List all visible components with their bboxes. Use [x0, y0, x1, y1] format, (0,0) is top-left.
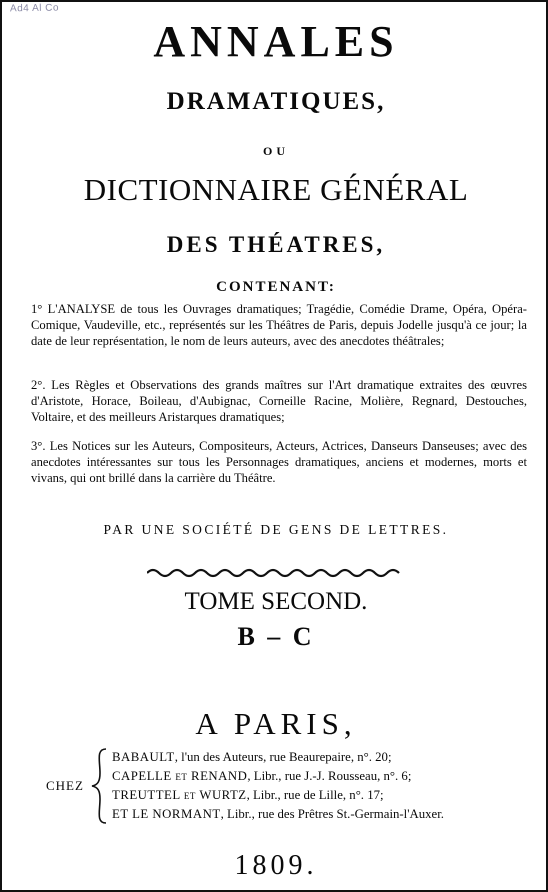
brace-mark — [90, 747, 108, 825]
library-stamp: Ad4 Al Co — [9, 2, 60, 15]
contenant-heading: CONTENANT: — [216, 279, 336, 295]
contents-item-1: 1° L'ANALYSE de tous les Ouvrages dramatiques; Tragédie, Comédie Drame, Opéra, Opéra-Comique, Vaudeville, etc., représentés sur les Théâtres de Paris, depuis Jodelle jusqu'à ce jour; la date de leur représentation, le nom de leurs auteurs, avec des anecdotes théâtrales; — [31, 302, 527, 348]
publisher-line: TREUTTEL et WURTZ, Libr., rue de Lille, n°. 17; — [112, 788, 384, 802]
chez-label: CHEZ — [46, 778, 84, 793]
publishers-list — [112, 748, 444, 824]
volume-label: TOME SECOND. — [184, 588, 368, 615]
subtitle: DRAMATIQUES, — [166, 88, 386, 115]
publication-year: 1809. — [234, 850, 318, 881]
contents-item-2: 2°. Les Règles et Observations des grands maîtres sur l'Art dramatique extraites des œuvres d'Aristote, Horace, Boileau, d'Aubignac, Corneille Racine, Molière, Regnard, Destouches, Voltaire, et des meilleurs Aristarques dramatiques; — [31, 378, 527, 424]
city-line: A PARIS, — [195, 706, 357, 741]
contents-item-3: 3°. Les Notices sur les Auteurs, Compositeurs, Acteurs, Actrices, Danseurs Danseuses; avec des anecdotes intéressantes sur tous les Personnages dramatiques, anciens et modernes, morts et vivans, qui ont brillé dans la carrière du Théâtre. — [31, 439, 527, 485]
theatres-title: DES THÉATRES, — [166, 232, 386, 257]
main-title: ANNALES — [153, 17, 399, 66]
ornamental-rule — [147, 567, 407, 579]
publisher-line: ET LE NORMANT, Libr., rue des Prêtres St.-Germain-l'Auxer. — [112, 807, 444, 821]
letters-range: B – C — [237, 622, 315, 651]
publisher-line: BABAULT, l'un des Auteurs, rue Beaurepaire, n°. 20; — [112, 750, 392, 764]
authors-line: PAR UNE SOCIÉTÉ DE GENS DE LETTRES. — [103, 522, 449, 537]
connector-ou: OU — [263, 144, 289, 158]
publisher-line: CAPELLE et RENAND, Libr., rue J.-J. Rousseau, n°. 6; — [112, 769, 412, 783]
dictionary-title: DICTIONNAIRE GÉNÉRAL — [83, 172, 469, 207]
